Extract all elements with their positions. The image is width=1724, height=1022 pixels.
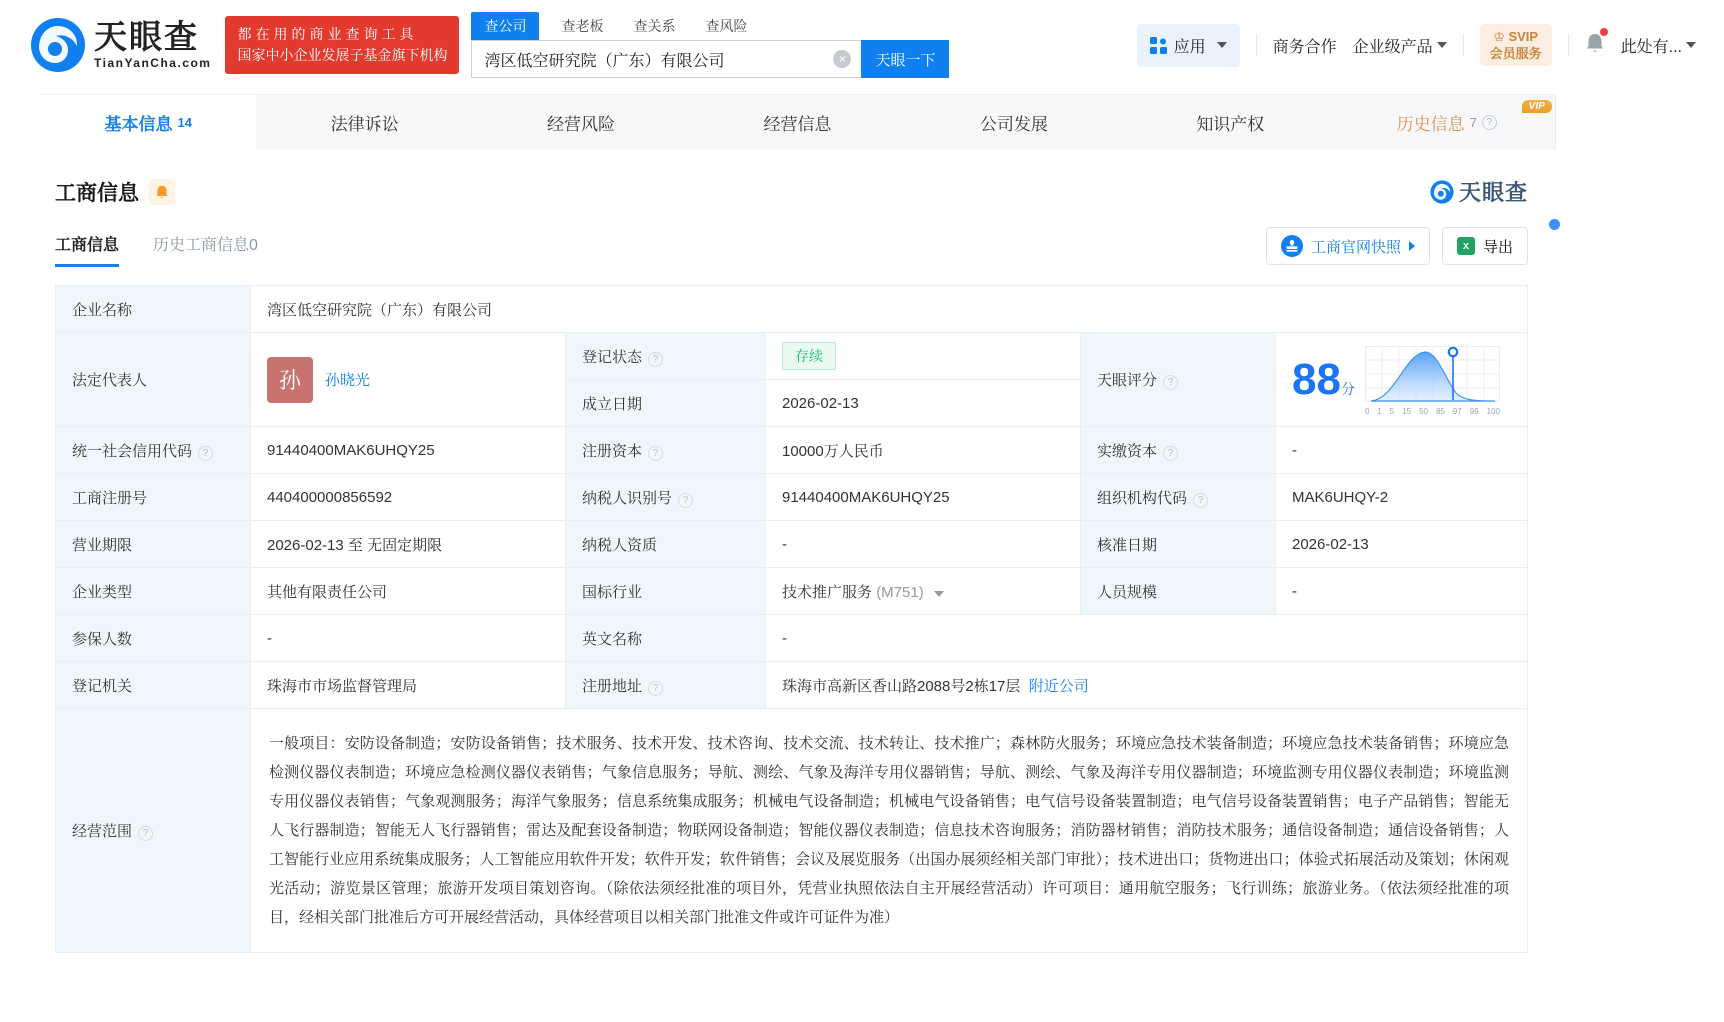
paid-capital-value: - — [1276, 427, 1528, 474]
field-label: 法定代表人 — [56, 333, 251, 427]
taxpayer-id-value: 91440400MAK6UHQY25 — [766, 474, 1081, 521]
staff-size-value: - — [1276, 568, 1528, 615]
field-label: 企业名称 — [56, 286, 251, 333]
help-icon[interactable] — [648, 681, 663, 696]
divider — [1463, 34, 1464, 56]
insured-count-value: - — [251, 615, 566, 662]
header-menu — [1137, 24, 1696, 67]
svip-line2: 会员服务 — [1489, 46, 1542, 61]
search-tab-risk[interactable]: 查风险 — [705, 18, 748, 34]
field-label: 人员规模 — [1081, 568, 1276, 615]
field-label: 参保人数 — [56, 615, 251, 662]
slogan-line2: 国家中小企业发展子基金旗下机构 — [237, 47, 448, 63]
logo-subtitle: TianYanCha.com — [94, 56, 212, 70]
field-label: 企业类型 — [56, 568, 251, 615]
field-label: 组织机构代码? — [1081, 474, 1276, 521]
tianyan-score-cell — [1276, 333, 1528, 427]
score-marker-pin — [1449, 347, 1457, 355]
field-label: 注册资本? — [566, 427, 766, 474]
search-tab-boss[interactable]: 查老板 — [561, 18, 604, 34]
tab-history-info[interactable]: VIP 历史信息 7 ? — [1339, 95, 1555, 150]
table-row — [56, 427, 1528, 474]
svip-line1: ♔ SVIP — [1493, 29, 1539, 44]
account-menu[interactable] — [1621, 34, 1696, 57]
field-label: 工商注册号 — [56, 474, 251, 521]
enterprise-products-menu[interactable] — [1353, 34, 1447, 57]
business-term-value: 2026-02-13 至 无固定期限 — [251, 521, 566, 568]
reg-authority-value: 珠海市市场监督管理局 — [251, 662, 566, 709]
credit-code-value: 91440400MAK6UHQY25 — [251, 427, 566, 474]
watermark-text: 天眼查 — [1458, 180, 1528, 205]
company-name-value: 湾区低空研究院（广东）有限公司 — [251, 286, 1528, 333]
logo-title: 天眼查 — [94, 18, 199, 55]
avatar[interactable]: 孙 — [267, 357, 313, 403]
clear-search-icon[interactable]: × — [833, 50, 851, 68]
tianyancha-logo-icon — [1430, 180, 1454, 204]
business-cooperation-link[interactable]: 商务合作 — [1272, 38, 1337, 56]
svip-member-button[interactable] — [1480, 24, 1552, 66]
field-label: 统一社会信用代码? — [56, 427, 251, 474]
help-icon[interactable] — [648, 352, 663, 367]
help-icon[interactable] — [198, 446, 213, 461]
tab-operating-info[interactable]: 经营信息 — [763, 115, 832, 134]
excel-icon: x — [1457, 237, 1475, 255]
field-label: 英文名称 — [566, 615, 766, 662]
section-title: 工商信息 — [55, 181, 139, 205]
arrow-right-icon — [1409, 241, 1415, 251]
table-row — [56, 709, 1528, 953]
table-row — [56, 333, 1528, 380]
table-row — [56, 662, 1528, 709]
table-row — [56, 474, 1528, 521]
business-scope-value: 一般项目：安防设备制造；安防设备销售；技术服务、技术开发、技术咨询、技术交流、技术转让、技术推广；森林防火服务；环境应急技术装备制造；环境应急技术装备销售；环境应急检测仪器仪表制造；环境应急检测仪器仪表销售；气象信息服务；导航、测绘、气象及海洋专用仪器销售；导航、测绘、气象及海洋专用仪器制造；环境监测专用仪器仪表制造；环境监测专用仪器仪表销售；气象观测服务；海洋气象服务；信息系统集成服务；机械电气设备制造；机械电气设备销售；电气信号设备装置制造；电气信号设备装置销售；电子产品销售；智能无人飞行器制造；智能无人飞行器销售；雷达及配套设备制造；物联网设备制造；智能仪器仪表制造；信息技术咨询服务；消防器材销售；消防技术服务；通信设备制造；通信设备销售；人工智能行业应用系统集成服务；人工智能应用软件开发；软件开发；软件销售；会议及展览服务（出国办展须经相关部门审批）；技术进出口；货物进出口；体验式拓展活动及策划；休闲观光活动；游览景区管理；旅游开发项目策划咨询。（除依法须经批准的项目外，凭营业执照依法自主开展经营活动）许可项目：通用航空服务；飞行训练；旅游业务。（依法须经批准的项目，经相关部门批准后方可开展经营活动，具体经营项目以相关部门批准文件或许可证件为准） — [251, 709, 1528, 953]
table-row — [56, 568, 1528, 615]
slogan-badge — [225, 16, 459, 74]
field-label: 营业期限 — [56, 521, 251, 568]
field-label: 纳税人识别号? — [566, 474, 766, 521]
tab-operating-risk[interactable]: 经营风险 — [547, 115, 616, 134]
score-curve — [1365, 344, 1500, 406]
notifications-button[interactable] — [1585, 32, 1605, 59]
score-distribution-chart — [1365, 344, 1500, 416]
enterprise-products-label: 企业级产品 — [1352, 38, 1433, 56]
floating-widget-dot[interactable] — [1549, 219, 1560, 230]
account-name: 此处有... — [1620, 38, 1682, 56]
search-tab-relation[interactable]: 查关系 — [633, 18, 676, 34]
search-area — [471, 12, 949, 78]
nearby-companies-link[interactable]: 附近公司 — [1028, 677, 1089, 695]
field-label: 实缴资本? — [1081, 427, 1276, 474]
industry-code: (M751) — [876, 583, 924, 601]
tab-intellectual-property[interactable]: 知识产权 — [1196, 115, 1265, 134]
taxpayer-quality-value: - — [766, 521, 1081, 568]
business-info-table — [55, 285, 1528, 953]
tab-count: 14 — [177, 115, 192, 130]
field-label: 国标行业 — [566, 568, 766, 615]
search-input[interactable] — [471, 40, 861, 78]
watermark-logo — [1430, 176, 1528, 207]
bell-curve — [1371, 352, 1495, 401]
official-snapshot-button[interactable]: 工商官网快照 — [1266, 227, 1430, 265]
monitor-bell-button[interactable] — [149, 179, 175, 205]
business-info-section — [55, 176, 1528, 953]
help-icon[interactable] — [1193, 493, 1208, 508]
slogan-line1: 都在用的商业查询工具 — [237, 26, 418, 42]
tianyancha-logo[interactable] — [30, 17, 211, 73]
help-icon[interactable] — [1163, 446, 1178, 461]
score-unit: 分 — [1340, 380, 1355, 397]
tab-basic-info[interactable]: 基本信息 14 — [40, 95, 256, 150]
establish-date-value: 2026-02-13 — [766, 380, 1081, 427]
legal-rep-cell — [251, 333, 566, 427]
industry-value: 技术推广服务 (M751) — [766, 568, 1081, 615]
status-badge: 存续 — [782, 342, 836, 370]
help-icon[interactable] — [138, 826, 153, 841]
chevron-down-icon — [1686, 42, 1696, 48]
reg-capital-value: 10000万人民币 — [766, 427, 1081, 474]
help-icon[interactable] — [1482, 115, 1497, 130]
search-tabs — [471, 12, 949, 40]
table-row — [56, 286, 1528, 333]
table-row — [56, 521, 1528, 568]
help-icon[interactable] — [678, 493, 693, 508]
chevron-down-icon — [1437, 42, 1447, 48]
tab-count: 7 — [1469, 115, 1477, 130]
chevron-down-icon — [1217, 42, 1227, 48]
field-label: 注册地址? — [566, 662, 766, 709]
field-label: 登记状态? — [566, 333, 766, 380]
legal-rep-link[interactable]: 孙晓光 — [325, 372, 371, 389]
search-tab-company[interactable]: 查公司 — [471, 12, 539, 40]
export-button[interactable]: x 导出 — [1442, 227, 1528, 265]
score-value: 88 — [1292, 354, 1341, 404]
expand-industry-icon[interactable] — [934, 591, 944, 597]
apps-menu[interactable] — [1137, 24, 1240, 67]
tab-legal-proceedings[interactable]: 法律诉讼 — [330, 115, 399, 134]
score-ticks: 0 1 5 15 50 85 97 99 100 — [1364, 406, 1500, 416]
tianyancha-logo-icon — [30, 17, 86, 73]
notification-dot — [1600, 28, 1608, 36]
subtab-history-business-info[interactable]: 历史工商信息0 — [153, 236, 258, 254]
reg-address-cell: 珠海市高新区香山路2088号2栋17层 附近公司 — [766, 662, 1528, 709]
top-header — [0, 0, 1724, 90]
field-label: 纳税人资质 — [566, 521, 766, 568]
divider — [1256, 34, 1257, 56]
company-type-value: 其他有限责任公司 — [251, 568, 566, 615]
field-label: 核准日期 — [1081, 521, 1276, 568]
search-button[interactable]: 天眼一下 — [861, 40, 949, 78]
company-nav-tabs — [40, 94, 1556, 150]
help-icon[interactable] — [1163, 375, 1178, 390]
field-label: 天眼评分? — [1081, 333, 1276, 427]
app-grid-icon — [1150, 37, 1167, 54]
english-name-value: - — [766, 615, 1528, 662]
field-label: 成立日期 — [566, 380, 766, 427]
bell-icon — [155, 184, 169, 200]
subtab-business-info[interactable]: 工商信息 — [55, 232, 119, 267]
org-code-value: MAK6UHQY-2 — [1276, 474, 1528, 521]
help-icon[interactable] — [648, 446, 663, 461]
apps-label: 应用 — [1173, 38, 1206, 56]
reg-number-value: 440400000856592 — [251, 474, 566, 521]
divider — [1568, 34, 1569, 56]
table-row — [56, 615, 1528, 662]
stamp-icon — [1281, 235, 1303, 257]
field-label: 登记机关 — [56, 662, 251, 709]
vip-badge: VIP — [1522, 100, 1552, 113]
tab-company-development[interactable]: 公司发展 — [979, 115, 1048, 134]
approval-date-value: 2026-02-13 — [1276, 521, 1528, 568]
field-label: 经营范围? — [56, 709, 251, 953]
reg-status-cell — [766, 333, 1081, 380]
